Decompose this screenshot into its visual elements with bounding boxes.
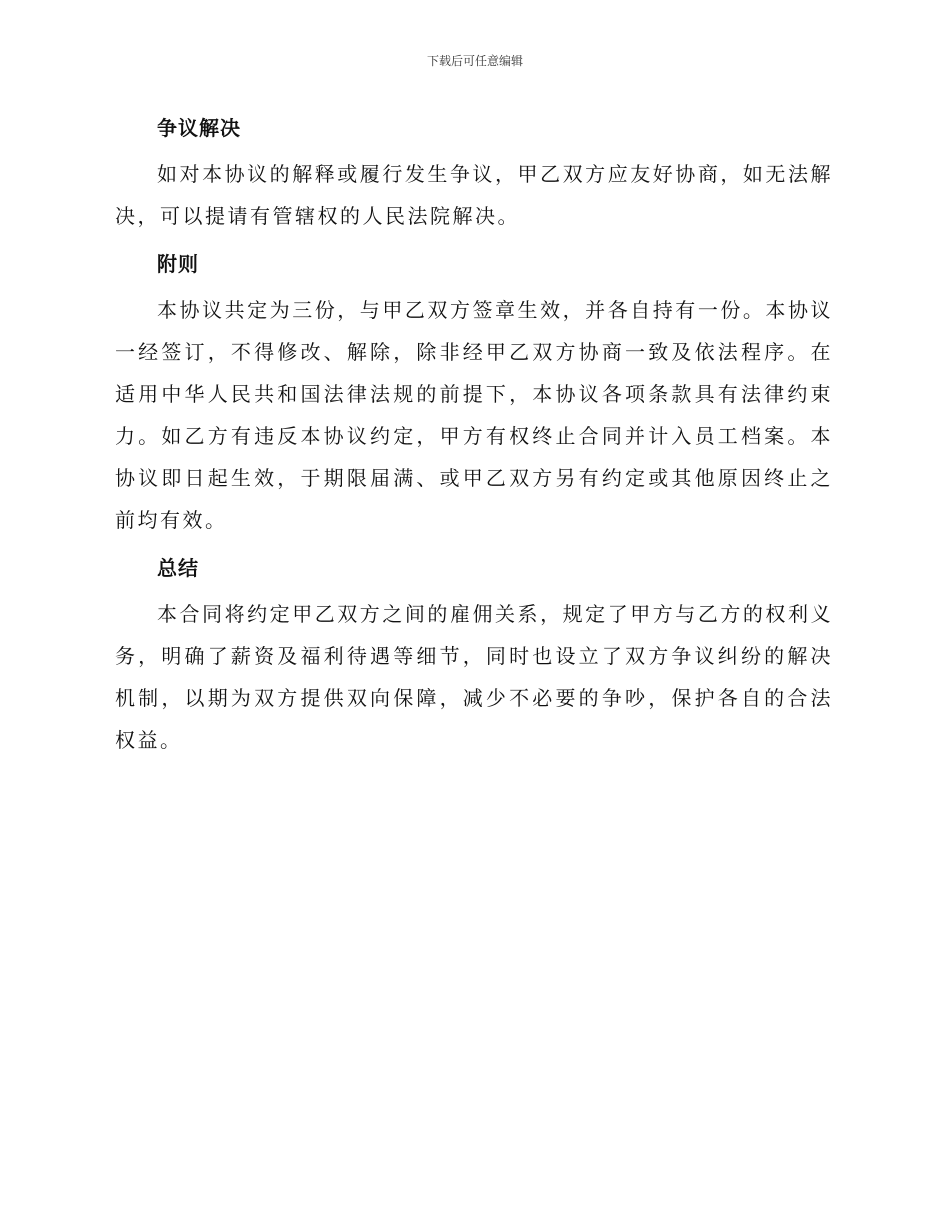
section-dispute-resolution — [115, 108, 833, 237]
section-paragraph: 本合同将约定甲乙双方之间的雇佣关系，规定了甲方与乙方的权利义务，明确了薪资及福利待遇等细节，同时也设立了双方争议纠纷的解决机制，以期为双方提供双向保障，减少不必要的争吵，保护各自的合法权益。 — [115, 602, 833, 752]
document-body — [115, 108, 833, 768]
section-summary — [115, 548, 833, 761]
section-paragraph: 如对本协议的解释或履行发生争议，甲乙双方应友好协商，如无法解决，可以提请有管辖权的人民法院解决。 — [115, 162, 833, 228]
section-paragraph: 本协议共定为三份，与甲乙双方签章生效，并各自持有一份。本协议一经签订，不得修改、解除，除非经甲乙双方协商一致及依法程序。在适用中华人民共和国法律法规的前提下，本协议各项条款具有法律约束力。如乙方有违反本协议约定，甲方有权终止合同并计入员工档案。本协议即日起生效，于期限届满、或甲乙双方另有约定或其他原因终止之前均有效。 — [115, 298, 833, 532]
section-heading: 附则 — [157, 252, 199, 276]
page-header: 下载后可任意编辑 — [426, 54, 523, 68]
section-supplementary-provisions — [115, 244, 833, 541]
section-heading: 争议解决 — [157, 116, 241, 140]
section-heading: 总结 — [157, 556, 199, 580]
